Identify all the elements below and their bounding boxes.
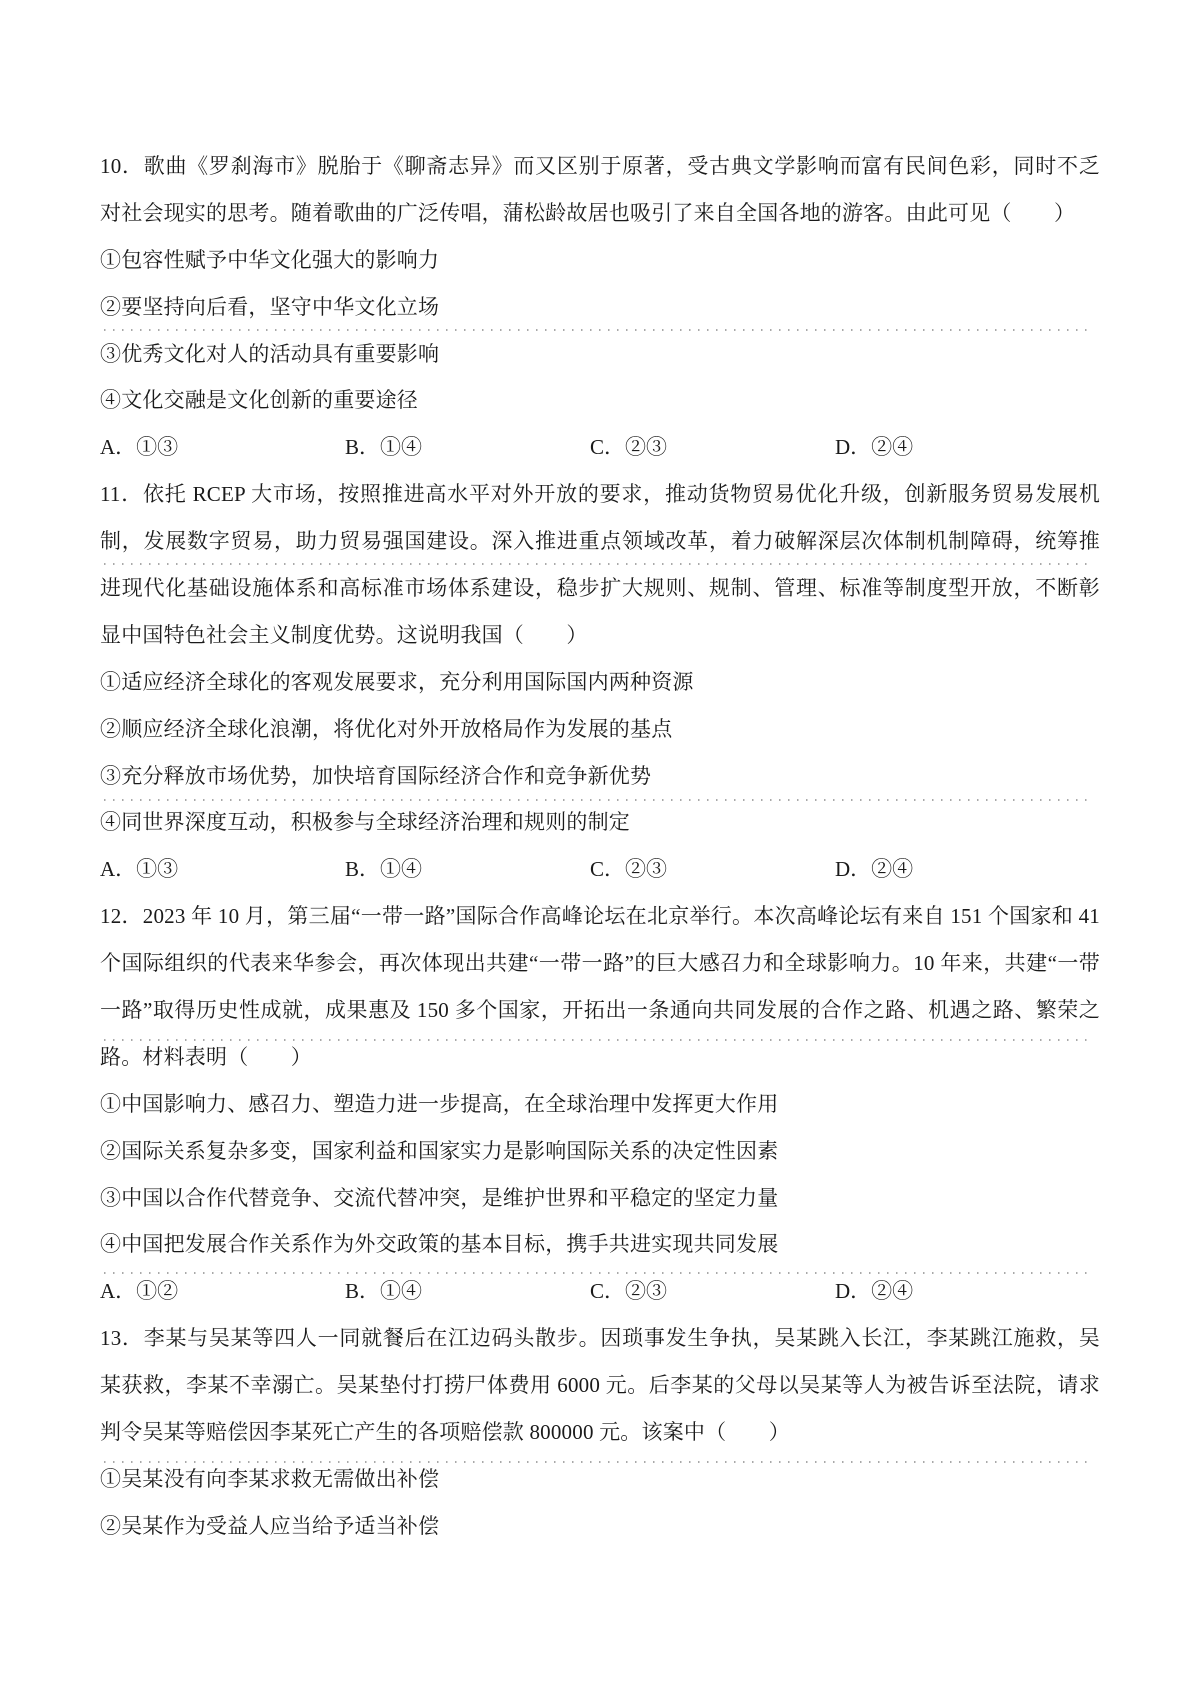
question-stem-line: 12．2023 年 10 月，第三届“一带一路”国际合作高峰论坛在北京举行。本次高峰论坛有来自 151 个国家和 41: [100, 904, 1100, 929]
choice-B: B．①④: [345, 1279, 423, 1304]
option-line: ③充分释放市场优势，加快培育国际经济合作和竞争新优势: [100, 763, 652, 788]
question-stem-line: 个国际组织的代表来华参会，再次体现出共建“一带一路”的巨大感召力和全球影响力。10 年来，共建“一带: [100, 951, 1100, 976]
dotted-separator: [104, 1039, 1092, 1041]
question-stem-line: 对社会现实的思考。随着歌曲的广泛传唱，蒲松龄故居也吸引了来自全国各地的游客。由此可见（ ）: [100, 200, 1076, 225]
option-line: ③中国以合作代替竞争、交流代替冲突，是维护世界和平稳定的坚定力量: [100, 1185, 779, 1210]
dotted-separator: [104, 329, 1092, 331]
question-stem-line: 一路”取得历史性成就，成果惠及 150 多个国家，开拓出一条通向共同发展的合作之路、机遇之路、繁荣之: [100, 998, 1100, 1023]
choice-D: D．②④: [835, 435, 914, 460]
question-block-11: [100, 471, 1100, 893]
dotted-separator: [104, 563, 1092, 565]
choice-D: D．②④: [835, 857, 914, 882]
choice-B: B．①④: [345, 857, 423, 882]
choice-A: A．①②: [100, 1279, 179, 1304]
choice-A: A．①③: [100, 857, 179, 882]
question-stem-line: 10．歌曲《罗刹海市》脱胎于《聊斋志异》而又区别于原著，受古典文学影响而富有民间色彩，同时不乏: [100, 154, 1100, 178]
choice-D: D．②④: [835, 1279, 914, 1304]
question-stem-line: 判令吴某等赔偿因李某死亡产生的各项赔偿款 800000 元。该案中（ ）: [100, 1420, 790, 1445]
question-block-13: [100, 1315, 1100, 1549]
dotted-separator: [104, 1461, 1092, 1463]
option-line: ②国际关系复杂多变，国家利益和国家实力是影响国际关系的决定性因素: [100, 1138, 779, 1163]
option-line: ①包容性赋予中华文化强大的影响力: [100, 247, 440, 272]
choice-C: C．②③: [590, 1279, 668, 1304]
question-stem-line: 进现代化基础设施体系和高标准市场体系建设，稳步扩大规则、规制、管理、标准等制度型开放，不断彰: [100, 576, 1100, 601]
option-line: ②要坚持向后看，坚守中华文化立场: [100, 294, 440, 319]
exam-content: [100, 143, 1100, 1550]
dotted-separator: [104, 799, 1092, 801]
question-block-12: [100, 893, 1100, 1315]
choice-C: C．②③: [590, 435, 668, 460]
option-line: ②顺应经济全球化浪潮，将优化对外开放格局作为发展的基点: [100, 716, 673, 741]
choice-A: A．①③: [100, 435, 179, 460]
option-line: ④中国把发展合作关系作为外交政策的基本目标，携手共进实现共同发展: [100, 1232, 779, 1257]
option-line: ①中国影响力、感召力、塑造力进一步提高，在全球治理中发挥更大作用: [100, 1091, 779, 1116]
question-block-10: [100, 143, 1100, 471]
option-line: ③优秀文化对人的活动具有重要影响: [100, 341, 440, 366]
answer-choices-row: [100, 424, 1100, 471]
option-line: ④同世界深度互动，积极参与全球经济治理和规则的制定: [100, 810, 630, 835]
answer-choices-row: [100, 846, 1100, 893]
option-line: ④文化交融是文化创新的重要途径: [100, 388, 418, 413]
question-stem-line: 某获救，李某不幸溺亡。吴某垫付打捞尸体费用 6000 元。后李某的父母以吴某等人为被告诉至法院，请求: [100, 1373, 1100, 1398]
choice-C: C．②③: [590, 857, 668, 882]
answer-choices-row: [100, 1268, 1100, 1315]
question-stem-line: 路。材料表明（ ）: [100, 1044, 312, 1069]
option-line: ②吴某作为受益人应当给予适当补偿: [100, 1513, 440, 1538]
choice-B: B．①④: [345, 435, 423, 460]
option-line: ①吴某没有向李某求救无需做出补偿: [100, 1466, 440, 1491]
dotted-separator: [104, 1272, 1092, 1274]
question-stem-line: 11．依托 RCEP 大市场，按照推进高水平对外开放的要求，推动货物贸易优化升级，创新服务贸易发展机: [100, 482, 1100, 507]
question-stem-line: 显中国特色社会主义制度优势。这说明我国（ ）: [100, 622, 588, 647]
question-stem-line: 13．李某与吴某等四人一同就餐后在江边码头散步。因琐事发生争执，吴某跳入长江，李某跳江施救，吴: [100, 1326, 1100, 1351]
option-line: ①适应经济全球化的客观发展要求，充分利用国际国内两种资源: [100, 669, 694, 694]
question-stem-line: 制，发展数字贸易，助力贸易强国建设。深入推进重点领域改革，着力破解深层次体制机制障碍，统筹推: [100, 529, 1100, 554]
